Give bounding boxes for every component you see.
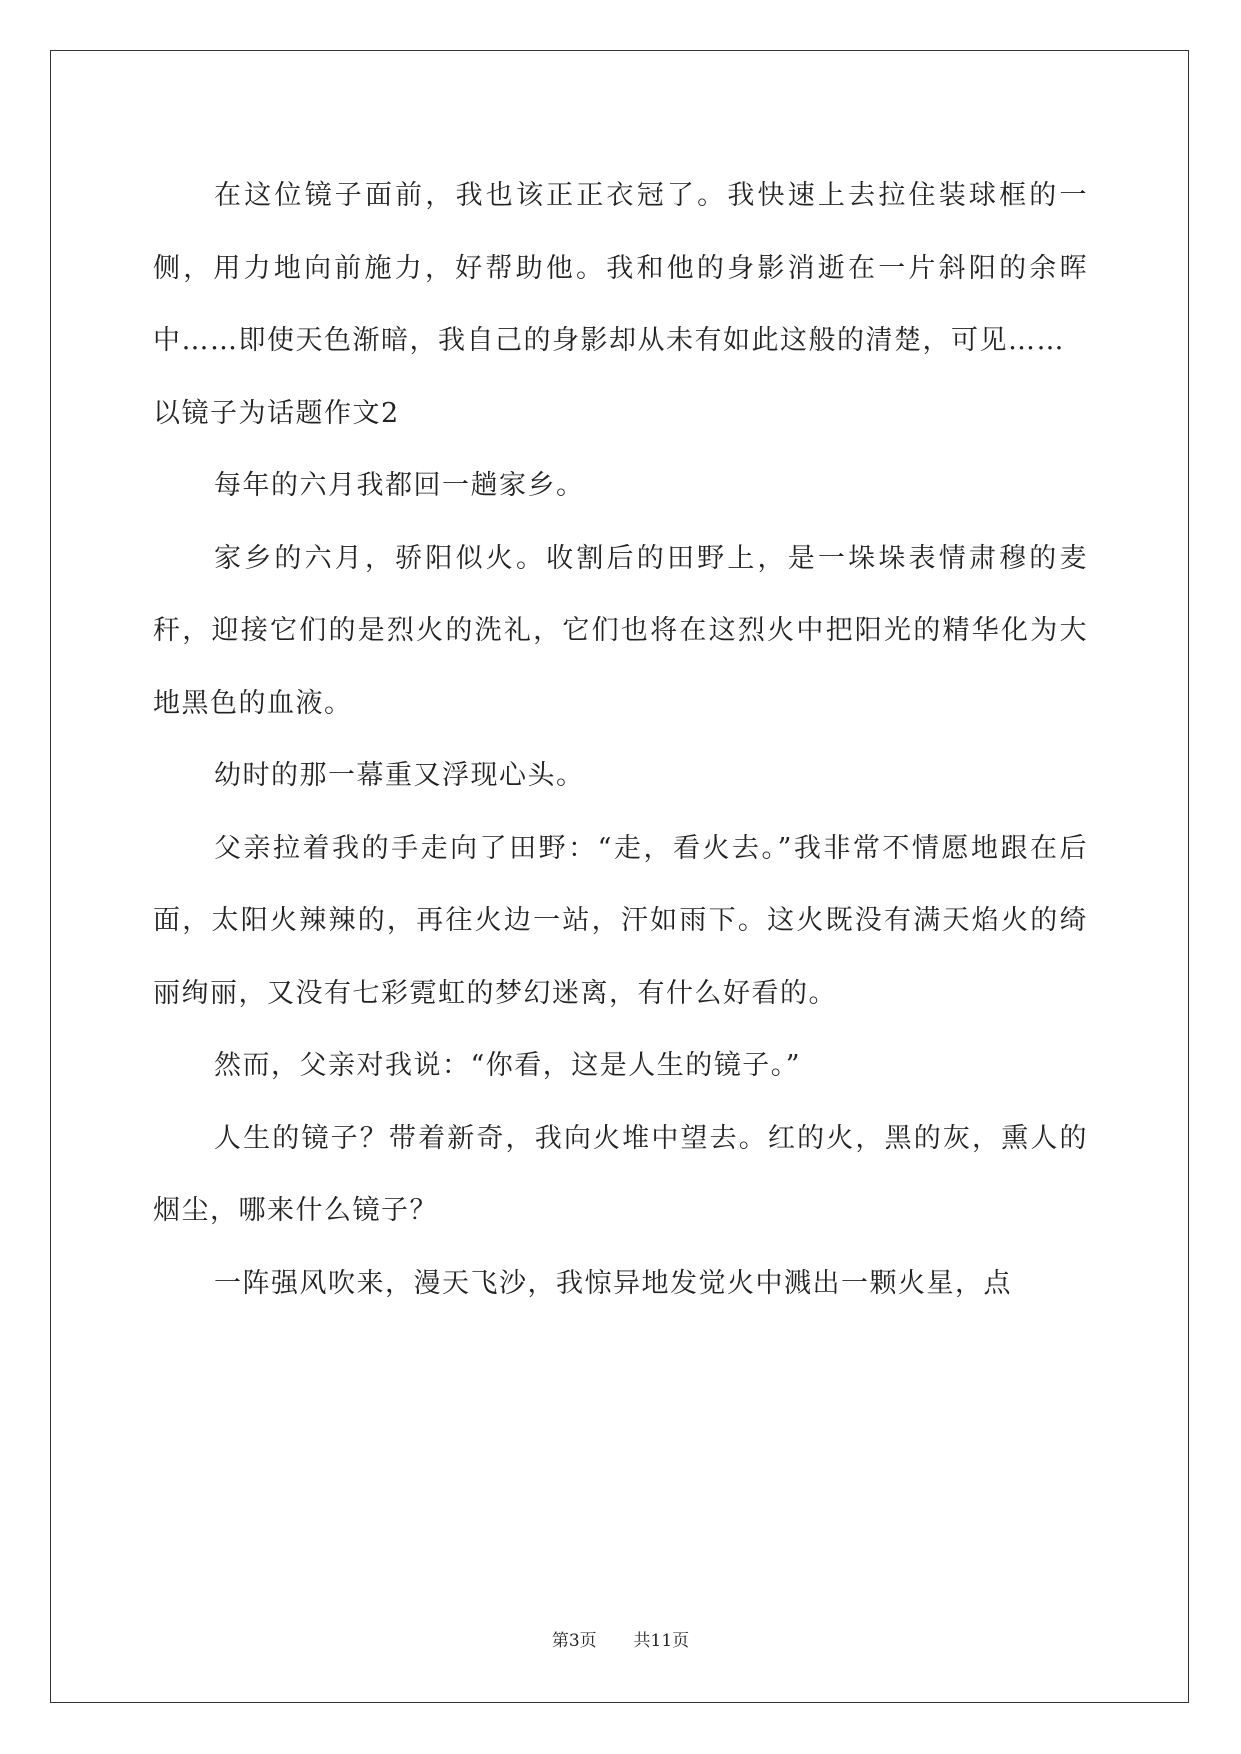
page-footer (0, 1626, 1241, 1651)
paragraph-father-words: 然而，父亲对我说：“你看，这是人生的镜子。” (214, 1050, 802, 1081)
essay-title: 以镜子为话题作文2 (153, 397, 400, 429)
paragraph-life-mirror: 人生的镜子？带着新奇，我向火堆中望去。红的火，黑的灰，熏人的烟尘，哪来什么镜子？ (153, 1122, 1088, 1226)
page-number: 第3页 (551, 1631, 597, 1651)
paragraph-june-fields: 家乡的六月，骄阳似火。收割后的田野上，是一垛垛表情肃穆的麦秆，迎接它们的是烈火的洗礼，它们也将在这烈火中把阳光的精华化为大地黑色的血液。 (153, 542, 1088, 719)
paragraph-spark: 一阵强风吹来，漫天飞沙，我惊异地发觉火中溅出一颗火星，点 (214, 1267, 1012, 1299)
paragraph-june-hometown: 每年的六月我都回一趟家乡。 (214, 470, 585, 501)
page-total: 共11页 (633, 1631, 690, 1651)
paragraph-childhood-memory: 幼时的那一幕重又浮现心头。 (214, 760, 585, 791)
paragraph-mirror-ending: 在这位镜子面前，我也该正正衣冠了。我快速上去拉住装球框的一侧，用力地向前施力，好帮助他。我和他的身影消逝在一片斜阳的余晖中……即使天色渐暗，我自己的身影却从未有如此这般的清楚，可见…… (153, 180, 1088, 356)
document-body (153, 160, 1088, 1320)
paragraph-father-fire: 父亲拉着我的手走向了田野：“走，看火去。”我非常不情愿地跟在后面，太阳火辣辣的，再往火边一站，汗如雨下。这火既没有满天焰火的绮丽绚丽，又没有七彩霓虹的梦幻迷离，有什么好看的。 (153, 832, 1088, 1009)
